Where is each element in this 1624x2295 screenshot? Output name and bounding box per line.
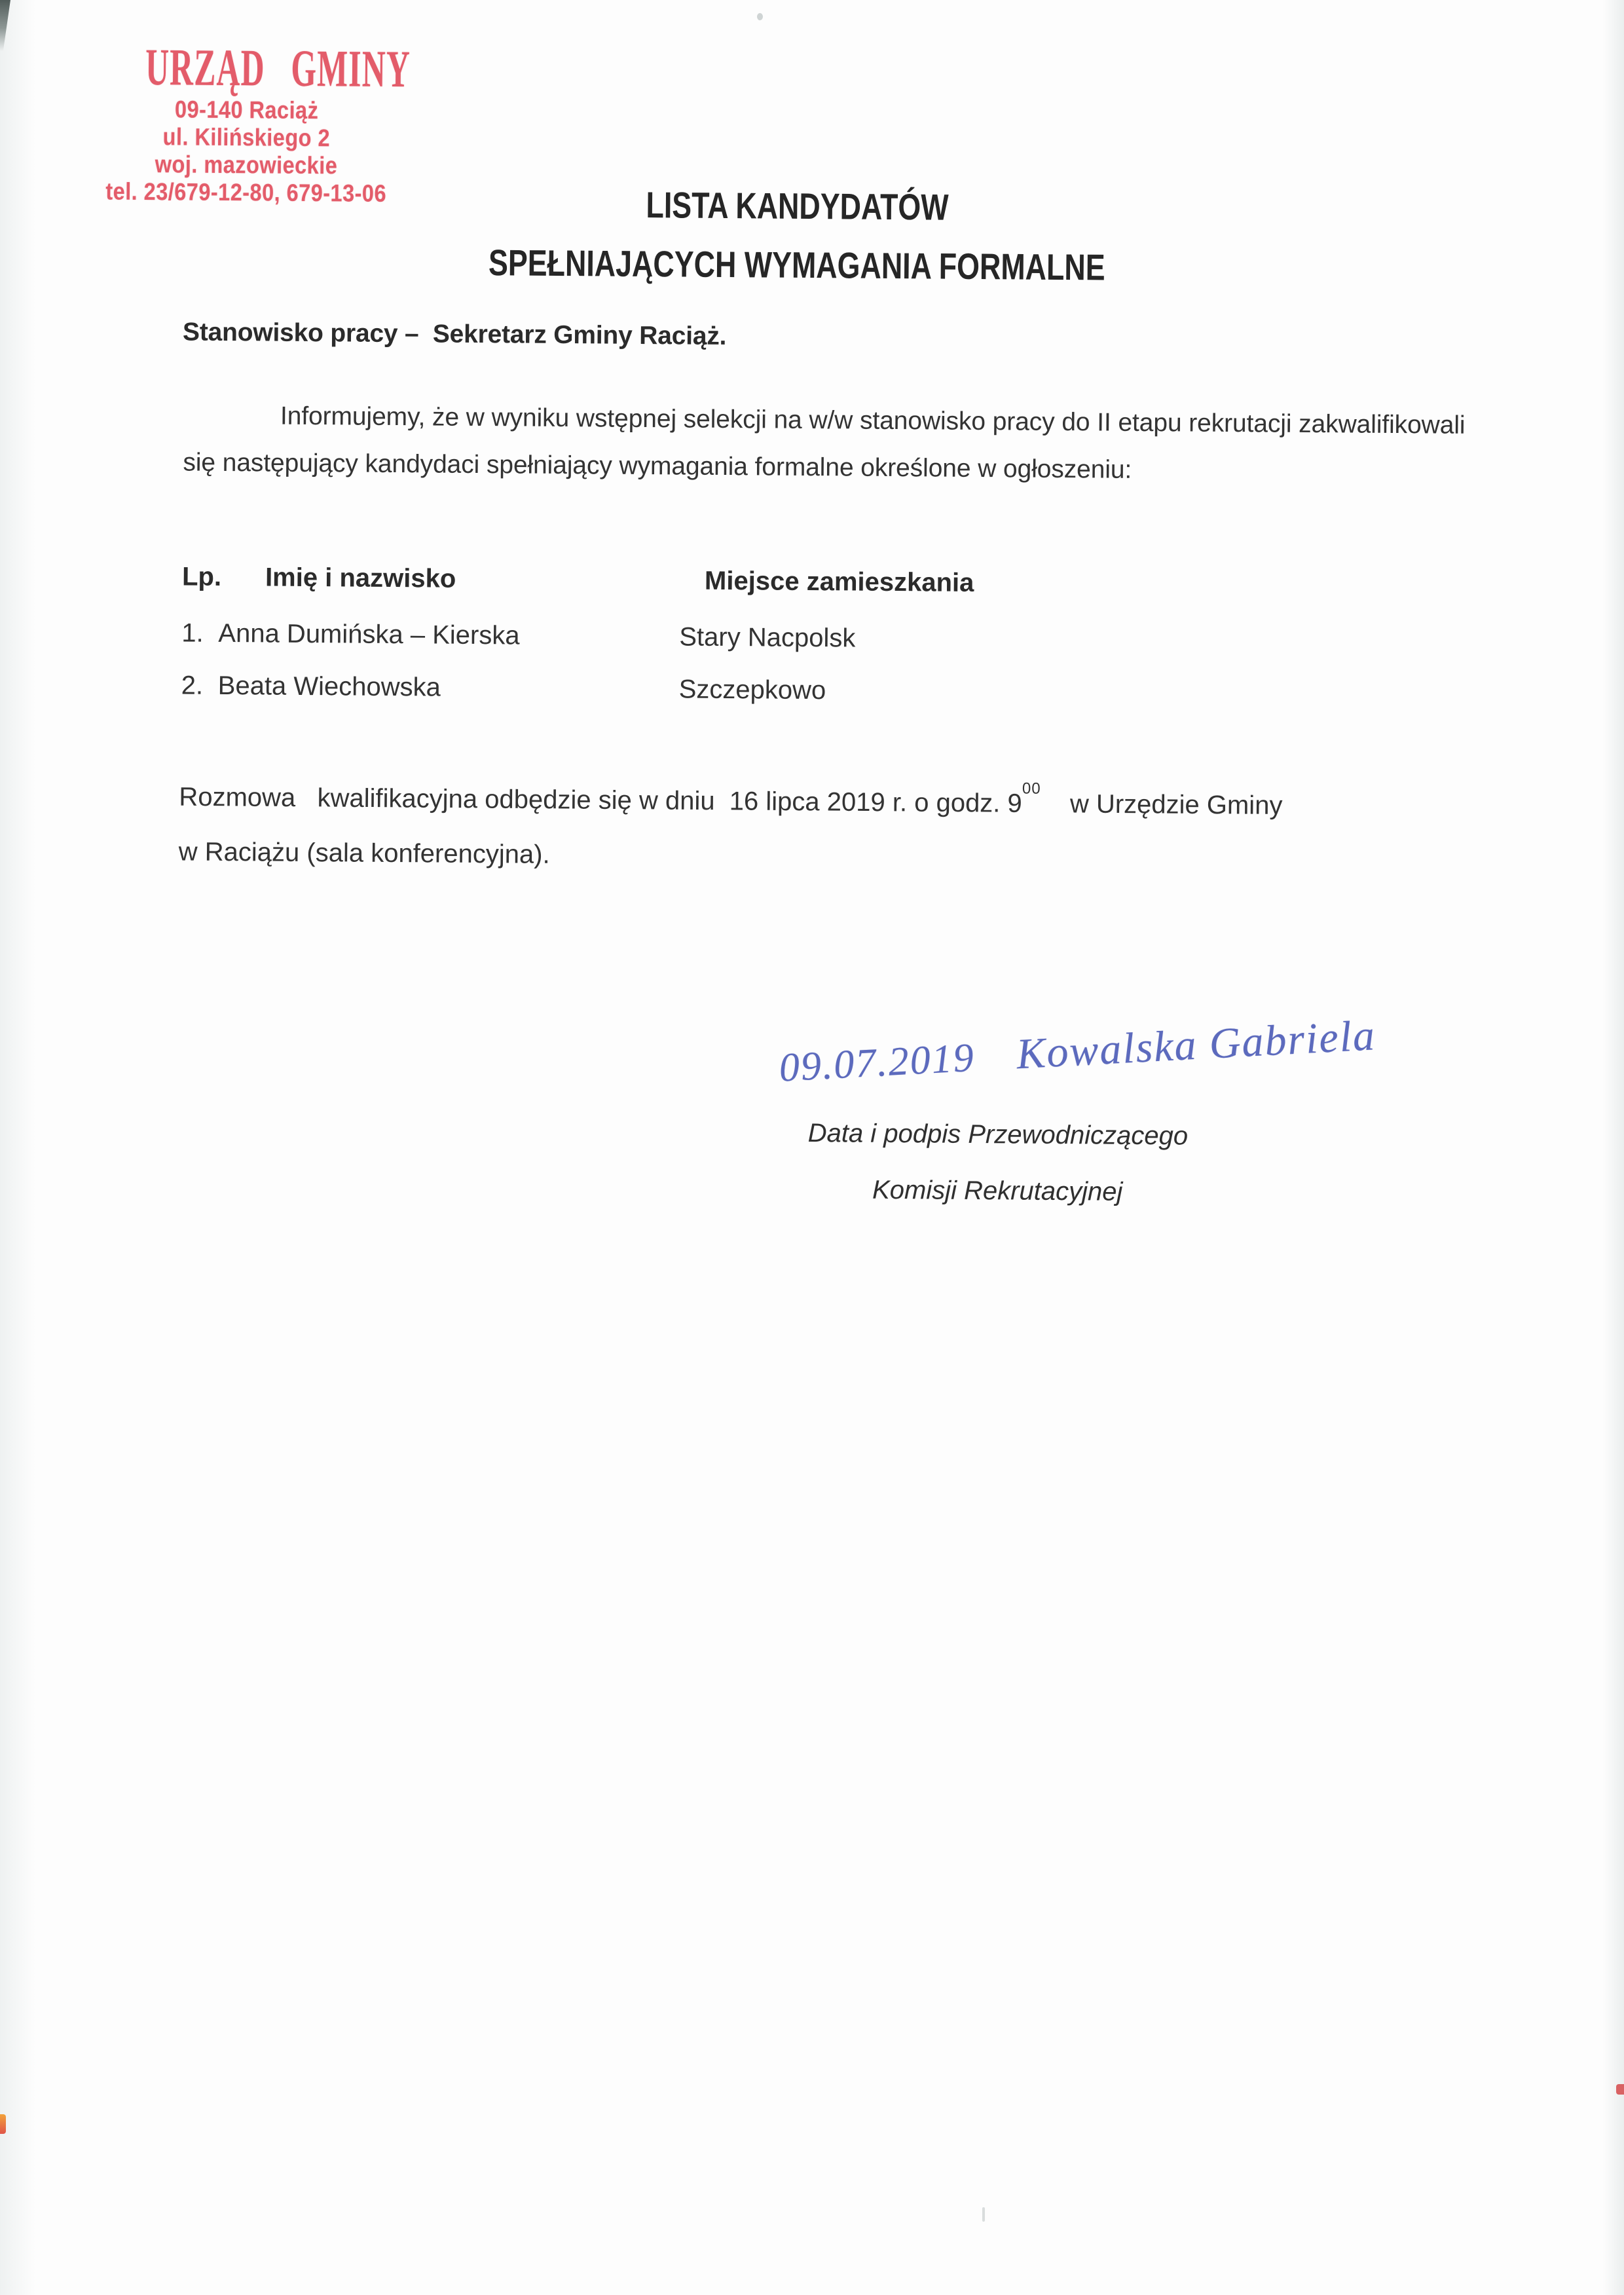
document-title	[102, 172, 1491, 301]
table-row-name: Anna Dumińska – Kierska	[218, 618, 520, 650]
signature-caption	[793, 1117, 1203, 1208]
candidates-table	[181, 562, 1132, 739]
signature-caption-line1: Data i podpis Przewodniczącego	[807, 1119, 1189, 1151]
meeting-line2: w Raciążu (sala konferencyjna).	[178, 837, 550, 870]
stamp-office-name: URZĄD GMINY	[145, 39, 411, 99]
signature-date: 09.07.2019	[778, 1035, 976, 1091]
intro-paragraph: Informujemy, że w wyniku wstępnej selekcji na w/w stanowisko pracy do II etapu rekrutacji zakwalifikowali się następujący kandydaci spełniający wymagania formalne określone w ogłoszeniu:	[183, 401, 1466, 484]
table-row-number: 2.	[181, 671, 204, 700]
meeting-text-after-time: w Urzędzie Gminy	[1041, 789, 1283, 821]
signature-caption-line2: Komisji Rekrutacyjnej	[872, 1175, 1123, 1206]
stamp-street: ul. Kilińskiego 2	[162, 123, 331, 152]
table-row-place: Stary Nacpolsk	[679, 622, 856, 653]
document-title-line2: SPEŁNIAJĄCYCH WYMAGANIA FORMALNE	[488, 242, 1105, 288]
table-header-place: Miejsce zamieszkania	[704, 566, 974, 597]
table-header-name: Imię i nazwisko	[265, 563, 456, 593]
meeting-text-before-time: Rozmowa kwalifikacyjna odbędzie się w dniu 16 lipca 2019 r. o godz. 9	[179, 782, 1022, 818]
scan-speck-red	[1616, 2084, 1624, 2095]
handwritten-signature	[778, 1006, 1467, 1092]
table-row-place: Szczepkowo	[678, 675, 826, 705]
document-title-line1: LISTA KANDYDATÓW	[646, 184, 949, 228]
table-header-no: Lp.	[181, 562, 222, 591]
table-row-name: Beata Wiechowska	[217, 671, 441, 702]
meeting-line1	[179, 775, 1475, 823]
stamp-voivodeship: woj. mazowieckie	[155, 151, 338, 179]
table-row-number: 1.	[181, 618, 204, 648]
job-position-line: Stanowisko pracy – Sekretarz Gminy Raciąż.	[182, 318, 727, 350]
meeting-paragraph	[179, 775, 1476, 878]
stamp-phone: tel. 23/679-12-80, 679-13-06	[105, 177, 387, 207]
meeting-time-superscript: 00	[1022, 779, 1041, 798]
stamp-postal-code: 09-140 Raciąż	[174, 96, 319, 124]
signature-name: Kowalska Gabriela	[1015, 1011, 1377, 1079]
